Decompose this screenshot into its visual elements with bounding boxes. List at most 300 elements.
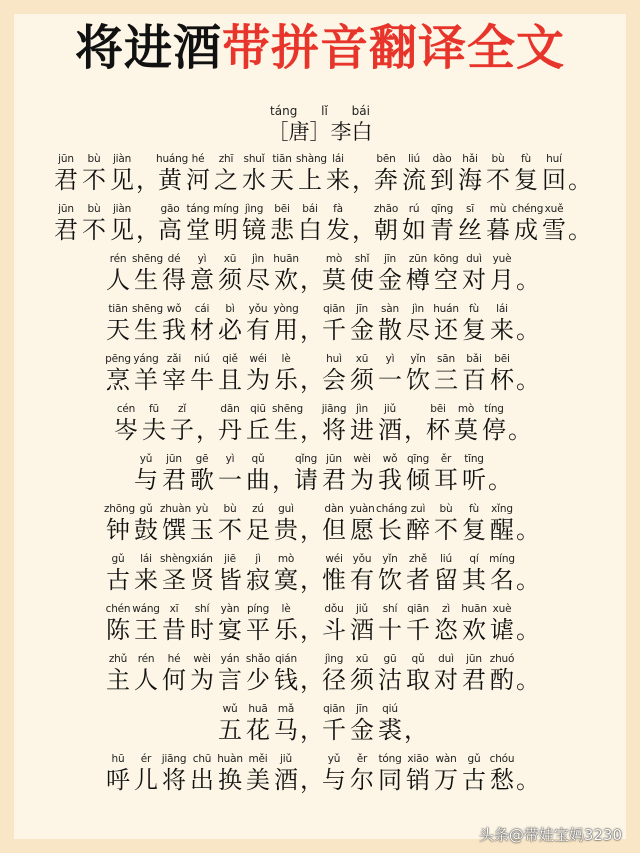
- hanzi: 复: [462, 516, 486, 544]
- character-cell: [488, 752, 516, 794]
- hanzi: 皆: [218, 566, 242, 594]
- author-pinyin-syllable: lǐ: [321, 104, 328, 118]
- pinyin: jiē: [224, 553, 236, 565]
- character-cell: [376, 702, 404, 744]
- pinyin: dān: [220, 403, 240, 415]
- character-cell: [376, 602, 404, 644]
- character-cell: [132, 652, 160, 694]
- character-cell: [132, 602, 160, 644]
- character-cell: [132, 752, 160, 794]
- pinyin: wǒ: [166, 303, 182, 315]
- pinyin: shǎo: [245, 653, 271, 665]
- punctuation-cell: [516, 502, 540, 544]
- pinyin: duì: [466, 253, 482, 265]
- pinyin: bái: [302, 203, 318, 215]
- pinyin: shàng: [296, 153, 327, 165]
- hanzi: 千: [322, 316, 346, 344]
- hanzi: 停: [482, 416, 506, 444]
- pinyin: yì: [225, 453, 235, 465]
- hanzi: 君: [54, 166, 78, 194]
- character-cell: [460, 452, 488, 494]
- hanzi: 生: [274, 416, 298, 444]
- character-cell: [376, 352, 404, 394]
- hanzi: 羊: [134, 366, 158, 394]
- character-cell: [160, 752, 188, 794]
- hanzi: 见: [110, 166, 134, 194]
- hanzi: 尽: [406, 316, 430, 344]
- pinyin: jiǔ: [356, 603, 368, 615]
- character-cell: [240, 202, 268, 244]
- pinyin: jiāng: [321, 403, 347, 415]
- character-cell: [160, 252, 188, 294]
- character-cell: [188, 552, 216, 594]
- pinyin: míng: [489, 553, 515, 565]
- character-cell: [484, 152, 512, 194]
- pinyin: chén: [105, 603, 131, 615]
- pinyin: yǐn: [382, 553, 398, 565]
- character-cell: [216, 502, 244, 544]
- hanzi: 子: [170, 416, 194, 444]
- pinyin: rén: [109, 253, 127, 265]
- hanzi: 乐: [274, 366, 298, 394]
- pinyin: qǔ: [251, 453, 265, 465]
- character-cell: [488, 552, 516, 594]
- hanzi: 使: [350, 266, 374, 294]
- hanzi: 得: [162, 266, 186, 294]
- hanzi: 雪: [542, 216, 566, 244]
- pinyin: qián: [275, 653, 297, 665]
- pinyin: yì: [385, 353, 395, 365]
- punctuation: 。: [516, 766, 540, 794]
- pinyin: dé: [167, 253, 181, 265]
- hanzi: 生: [134, 316, 158, 344]
- pinyin: niú: [194, 353, 210, 365]
- character-cell: [244, 552, 272, 594]
- pinyin: jìn: [356, 403, 368, 415]
- pinyin: yuàn: [349, 503, 375, 515]
- title-poem-name: 将进酒: [74, 20, 222, 76]
- hanzi: 主: [106, 666, 130, 694]
- pinyin: dǒu: [324, 603, 344, 615]
- character-cell: [184, 202, 212, 244]
- hanzi: 成: [514, 216, 538, 244]
- pinyin: huì: [326, 353, 342, 365]
- poem-phrase: [156, 152, 376, 194]
- pinyin: qiě: [222, 353, 238, 365]
- hanzi: 悲: [270, 216, 294, 244]
- hanzi: 歌: [190, 466, 214, 494]
- pinyin: fù: [469, 303, 479, 315]
- hanzi: 复: [462, 316, 486, 344]
- character-cell: [452, 402, 480, 444]
- character-cell: [460, 552, 488, 594]
- pinyin: huān: [461, 603, 487, 615]
- hanzi: 钱: [274, 666, 298, 694]
- pinyin: qí: [469, 553, 479, 565]
- character-cell: [244, 502, 272, 544]
- pinyin: zì: [441, 603, 451, 615]
- character-cell: [132, 452, 160, 494]
- hanzi: 销: [406, 766, 430, 794]
- pinyin: qīng: [406, 453, 430, 465]
- hanzi: 钟: [106, 516, 130, 544]
- poem-line: [0, 602, 640, 652]
- hanzi: 意: [190, 266, 214, 294]
- pinyin: xuě: [544, 203, 564, 215]
- punctuation-cell: [300, 602, 324, 644]
- character-cell: [160, 652, 188, 694]
- poem-line: [0, 352, 640, 402]
- hanzi: 昔: [162, 616, 186, 644]
- hanzi: 陈: [106, 616, 130, 644]
- character-cell: [372, 202, 400, 244]
- pinyin: jūn: [326, 453, 342, 465]
- punctuation: 。: [516, 566, 540, 594]
- hanzi: 少: [246, 666, 270, 694]
- pinyin: hǎi: [462, 153, 478, 165]
- hanzi: 万: [434, 766, 458, 794]
- pinyin: liú: [408, 153, 420, 165]
- character-cell: [460, 352, 488, 394]
- punctuation-cell: [196, 402, 220, 444]
- character-cell: [188, 502, 216, 544]
- character-cell: [348, 252, 376, 294]
- hanzi: 不: [82, 216, 106, 244]
- hanzi: 一: [378, 366, 402, 394]
- character-cell: [376, 502, 408, 544]
- character-cell: [348, 752, 376, 794]
- hanzi: 杯: [426, 416, 450, 444]
- hanzi: 平: [246, 616, 270, 644]
- pinyin: xuè: [492, 603, 512, 615]
- pinyin: xū: [223, 253, 237, 265]
- character-cell: [104, 502, 135, 544]
- hanzi: 高: [158, 216, 182, 244]
- pinyin: gǔ: [467, 753, 481, 765]
- character-cell: [240, 152, 268, 194]
- hanzi: 愁: [490, 766, 514, 794]
- character-cell: [216, 252, 244, 294]
- hanzi: 来: [134, 566, 158, 594]
- pinyin: wǔ: [222, 703, 238, 715]
- character-cell: [52, 152, 80, 194]
- character-cell: [432, 452, 460, 494]
- pinyin: yǐn: [410, 353, 426, 365]
- poem-phrase: [320, 552, 540, 594]
- pinyin: huí: [546, 153, 562, 165]
- hanzi: 留: [434, 566, 458, 594]
- character-cell: [376, 752, 404, 794]
- poem-phrase: [372, 202, 592, 244]
- author-line: ［唐］李白: [267, 120, 373, 144]
- hanzi: 沽: [378, 666, 402, 694]
- punctuation-cell: [516, 352, 540, 394]
- character-cell: [460, 302, 488, 344]
- pinyin: cái: [194, 303, 210, 315]
- character-cell: [460, 252, 488, 294]
- character-cell: [348, 702, 376, 744]
- poem-phrase: [104, 252, 324, 294]
- punctuation-cell: [516, 752, 540, 794]
- pinyin: zhāo: [373, 203, 399, 215]
- character-cell: [456, 202, 484, 244]
- pinyin: shēng: [132, 303, 163, 315]
- character-cell: [376, 252, 404, 294]
- hanzi: 将: [162, 766, 186, 794]
- character-cell: [216, 302, 244, 344]
- pinyin: qiān: [323, 703, 345, 715]
- hanzi: 君: [462, 666, 486, 694]
- hanzi: 青: [430, 216, 454, 244]
- pinyin: zǐ: [177, 403, 187, 415]
- character-cell: [512, 152, 540, 194]
- pinyin: jìng: [244, 203, 264, 215]
- pinyin: tóng: [378, 753, 402, 765]
- hanzi: 回: [542, 166, 566, 194]
- character-cell: [432, 552, 460, 594]
- pinyin: xū: [355, 353, 369, 365]
- pinyin: fū: [149, 403, 159, 415]
- hanzi: 会: [322, 366, 346, 394]
- pinyin: ěr: [440, 453, 452, 465]
- hanzi: 寞: [274, 566, 298, 594]
- hanzi: 耳: [434, 466, 458, 494]
- pinyin: shēng: [272, 403, 303, 415]
- character-cell: [244, 602, 272, 644]
- author-pinyin-syllable: bái: [351, 104, 370, 118]
- poem-phrase: [320, 302, 540, 344]
- pinyin: yì: [197, 253, 207, 265]
- pinyin: bù: [87, 153, 101, 165]
- hanzi: 长: [378, 516, 402, 544]
- punctuation-cell: [352, 202, 376, 244]
- pinyin: jiǔ: [280, 753, 292, 765]
- hanzi: 到: [430, 166, 454, 194]
- pinyin: zǎi: [166, 353, 182, 365]
- hanzi: 斗: [322, 616, 346, 644]
- poem-phrase: [132, 452, 296, 494]
- pinyin: xū: [355, 653, 369, 665]
- character-cell: [424, 402, 452, 444]
- poem-phrase: [104, 752, 324, 794]
- pinyin: sān: [437, 353, 455, 365]
- pinyin: qiān: [323, 303, 345, 315]
- pinyin: cháng: [376, 503, 408, 515]
- pinyin: sī: [466, 203, 474, 215]
- pinyin: gē: [195, 453, 209, 465]
- hanzi: 丝: [458, 216, 482, 244]
- character-cell: [188, 302, 216, 344]
- hanzi: 生: [134, 266, 158, 294]
- character-cell: [376, 452, 404, 494]
- hanzi: 堂: [186, 216, 210, 244]
- punctuation-cell: [300, 352, 324, 394]
- pinyin: bì: [225, 303, 235, 315]
- pinyin: zuì: [410, 503, 426, 515]
- poem-phrase: [216, 402, 324, 444]
- hanzi: 莫: [322, 266, 346, 294]
- pinyin: lè: [281, 353, 291, 365]
- character-cell: [216, 702, 244, 744]
- hanzi: 花: [246, 716, 270, 744]
- hanzi: 暮: [486, 216, 510, 244]
- character-cell: [156, 152, 189, 194]
- character-cell: [272, 552, 300, 594]
- hanzi: 人: [106, 266, 130, 294]
- page-title: [0, 18, 640, 78]
- pinyin: mò: [325, 253, 343, 265]
- character-cell: [404, 602, 432, 644]
- pinyin: wèi: [353, 453, 371, 465]
- character-cell: [348, 602, 376, 644]
- character-cell: [80, 152, 108, 194]
- character-cell: [272, 252, 300, 294]
- pinyin: bù: [223, 503, 237, 515]
- hanzi: 酒: [350, 616, 374, 644]
- poem-phrase: [52, 202, 160, 244]
- character-cell: [104, 252, 132, 294]
- pinyin: qǔ: [411, 653, 425, 665]
- pinyin: zhuàn: [160, 503, 191, 515]
- hanzi: 贤: [190, 566, 214, 594]
- character-cell: [460, 602, 488, 644]
- character-cell: [244, 252, 272, 294]
- character-cell: [460, 752, 488, 794]
- character-cell: [216, 552, 244, 594]
- hanzi: 其: [462, 566, 486, 594]
- punctuation: ，: [300, 666, 324, 694]
- pinyin: qǐng: [294, 453, 318, 465]
- hanzi: 名: [490, 566, 514, 594]
- character-cell: [488, 302, 516, 344]
- hanzi: 夫: [142, 416, 166, 444]
- hanzi: 倾: [406, 466, 430, 494]
- punctuation-cell: [516, 602, 540, 644]
- character-cell: [132, 552, 160, 594]
- hanzi: 一: [218, 466, 242, 494]
- pinyin: huā: [248, 703, 268, 715]
- pinyin: gū: [383, 653, 397, 665]
- character-cell: [376, 552, 404, 594]
- character-cell: [272, 752, 300, 794]
- punctuation: ，: [300, 516, 324, 544]
- poem-phrase: [320, 402, 428, 444]
- hanzi: 愿: [350, 516, 374, 544]
- punctuation-cell: [300, 752, 324, 794]
- hanzi: 鼓: [134, 516, 158, 544]
- character-cell: [320, 452, 348, 494]
- hanzi: 金: [350, 716, 374, 744]
- pinyin: qiū: [250, 403, 266, 415]
- character-cell: [132, 502, 160, 544]
- hanzi: 者: [406, 566, 430, 594]
- hanzi: 古: [106, 566, 130, 594]
- character-cell: [188, 452, 216, 494]
- punctuation-cell: [272, 452, 296, 494]
- punctuation: ，: [300, 766, 324, 794]
- punctuation: 。: [568, 166, 592, 194]
- character-cell: [104, 302, 132, 344]
- poem-phrase: [320, 752, 540, 794]
- hanzi: 须: [350, 666, 374, 694]
- pinyin: dàn: [324, 503, 344, 515]
- hanzi: 丹: [218, 416, 242, 444]
- poem-phrase: [104, 502, 324, 544]
- character-cell: [540, 152, 568, 194]
- character-cell: [400, 202, 428, 244]
- pinyin: míng: [213, 203, 239, 215]
- pinyin: jūn: [466, 653, 482, 665]
- hanzi: 君: [322, 466, 346, 494]
- pinyin: chóu: [489, 753, 515, 765]
- punctuation-cell: [488, 452, 512, 494]
- hanzi: 出: [190, 766, 214, 794]
- character-cell: [272, 302, 300, 344]
- pinyin: yǔ: [327, 753, 341, 765]
- hanzi: 上: [298, 166, 322, 194]
- hanzi: 海: [458, 166, 482, 194]
- poem-line: [0, 652, 640, 702]
- pinyin: fù: [521, 153, 531, 165]
- punctuation: 。: [516, 316, 540, 344]
- character-cell: [108, 202, 136, 244]
- character-cell: [140, 402, 168, 444]
- hanzi: 但: [322, 516, 346, 544]
- character-cell: [320, 602, 348, 644]
- pinyin: mò: [457, 403, 475, 415]
- hanzi: 之: [214, 166, 238, 194]
- pinyin: huán: [433, 303, 459, 315]
- pinyin: jūn: [166, 453, 182, 465]
- pinyin: bǎi: [466, 353, 482, 365]
- hanzi: 有: [350, 566, 374, 594]
- pinyin: bù: [439, 503, 453, 515]
- punctuation-cell: [508, 402, 532, 444]
- title-subtitle: 带拼音翻译全文: [222, 20, 566, 76]
- punctuation-cell: [568, 152, 592, 194]
- hanzi: 裘: [378, 716, 402, 744]
- hanzi: 丘: [246, 416, 270, 444]
- character-cell: [104, 652, 132, 694]
- hanzi: 空: [434, 266, 458, 294]
- poem-phrase: [320, 252, 540, 294]
- poem-line: [0, 452, 640, 502]
- punctuation: 。: [516, 616, 540, 644]
- character-cell: [216, 452, 244, 494]
- hanzi: 恣: [434, 616, 458, 644]
- poem-phrase: [292, 452, 512, 494]
- pinyin: yòng: [273, 303, 299, 315]
- character-cell: [348, 452, 376, 494]
- pinyin: xiāo: [407, 753, 429, 765]
- hanzi: 换: [218, 766, 242, 794]
- hanzi: 不: [486, 166, 510, 194]
- punctuation: ，: [300, 266, 324, 294]
- punctuation-cell: [300, 552, 324, 594]
- pinyin: jīn: [384, 253, 396, 265]
- pinyin: chéng: [512, 203, 544, 215]
- poem-phrase: [320, 702, 428, 744]
- pinyin: zhě: [408, 553, 428, 565]
- character-cell: [272, 702, 300, 744]
- hanzi: 饮: [406, 366, 430, 394]
- pinyin: bēn: [376, 153, 396, 165]
- pinyin: sàn: [381, 303, 399, 315]
- character-cell: [132, 352, 160, 394]
- hanzi: 宰: [162, 366, 186, 394]
- hanzi: 复: [514, 166, 538, 194]
- hanzi: 须: [218, 266, 242, 294]
